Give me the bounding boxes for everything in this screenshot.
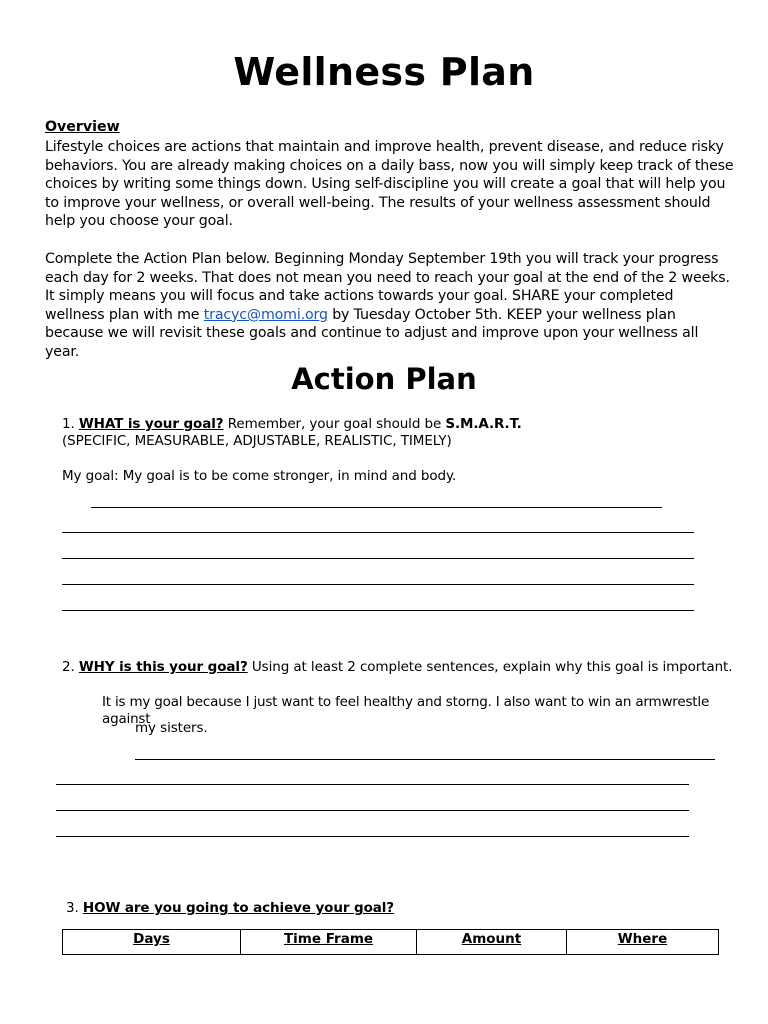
page-title: Wellness Plan xyxy=(233,50,535,94)
action-plan-table xyxy=(62,929,719,955)
question-2-number: 2. xyxy=(62,659,79,675)
action-plan-title: Action Plan xyxy=(291,362,477,396)
overview-paragraph-2 xyxy=(45,250,735,362)
question-3-number: 3. xyxy=(66,900,83,916)
reason-answer-line-2: my sisters. xyxy=(135,720,208,736)
answer-line xyxy=(62,558,694,559)
answer-line xyxy=(56,784,689,785)
answer-line xyxy=(91,507,662,508)
question-1 xyxy=(62,416,522,433)
smart-acronym: S.M.A.R.T. xyxy=(445,416,522,432)
answer-line xyxy=(135,759,715,760)
answer-line xyxy=(56,836,689,837)
question-1-lead: WHAT is your goal? xyxy=(78,416,224,432)
paragraph-2-text-after: by Tuesday October 5th. KEEP your wellness plan because we will revisit these goals and continue to adjust and improve upon your wellness all year. xyxy=(45,306,699,360)
question-3 xyxy=(66,900,394,917)
reason-answer-line-1: It is my goal because I just want to feel healthy and storng. I also want to win an armwrestle against xyxy=(102,694,710,727)
smart-expansion: (SPECIFIC, MEASURABLE, ADJUSTABLE, REALISTIC, TIMELY) xyxy=(62,433,452,449)
overview-paragraph-1: Lifestyle choices are actions that maintain and improve health, prevent disease, and reduce risky behaviors. You are already making choices on a daily bass, now you will simply keep track of these choices by writing some things down. Using self-discipline you will create a goal that will help you to improve your wellness, or overall well-being. The results of your wellness assessment should help you choose your goal. xyxy=(45,139,734,230)
goal-answer: My goal: My goal is to be come stronger, in mind and body. xyxy=(62,468,457,484)
paragraph-2-text-before: Complete the Action Plan below. Beginning Monday September 19th you will track your progress each day for 2 weeks. That does not mean you need to reach your goal at the end of the 2 weeks. It simply means you will focus and take actions towards your goal. SHARE your completed wellness plan with me xyxy=(45,251,730,323)
answer-line xyxy=(56,810,689,811)
header-days: Days xyxy=(63,930,241,955)
question-2 xyxy=(62,659,732,676)
answer-line xyxy=(62,610,694,611)
question-2-lead: WHY is this your goal? xyxy=(78,659,248,675)
overview-heading: Overview xyxy=(45,119,120,135)
header-amount: Amount xyxy=(417,930,567,955)
header-where: Where xyxy=(567,930,719,955)
table-header-row xyxy=(63,930,719,955)
question-2-text: Using at least 2 complete sentences, explain why this goal is important. xyxy=(247,659,733,675)
answer-line xyxy=(62,584,694,585)
question-1-text: Remember, your goal should be xyxy=(223,416,446,432)
email-link[interactable]: tracyc@momi.org xyxy=(203,306,328,323)
question-3-lead: HOW are you going to achieve your goal? xyxy=(82,900,395,916)
header-time-frame: Time Frame xyxy=(241,930,417,955)
question-1-number: 1. xyxy=(62,416,79,432)
answer-line xyxy=(62,532,694,533)
